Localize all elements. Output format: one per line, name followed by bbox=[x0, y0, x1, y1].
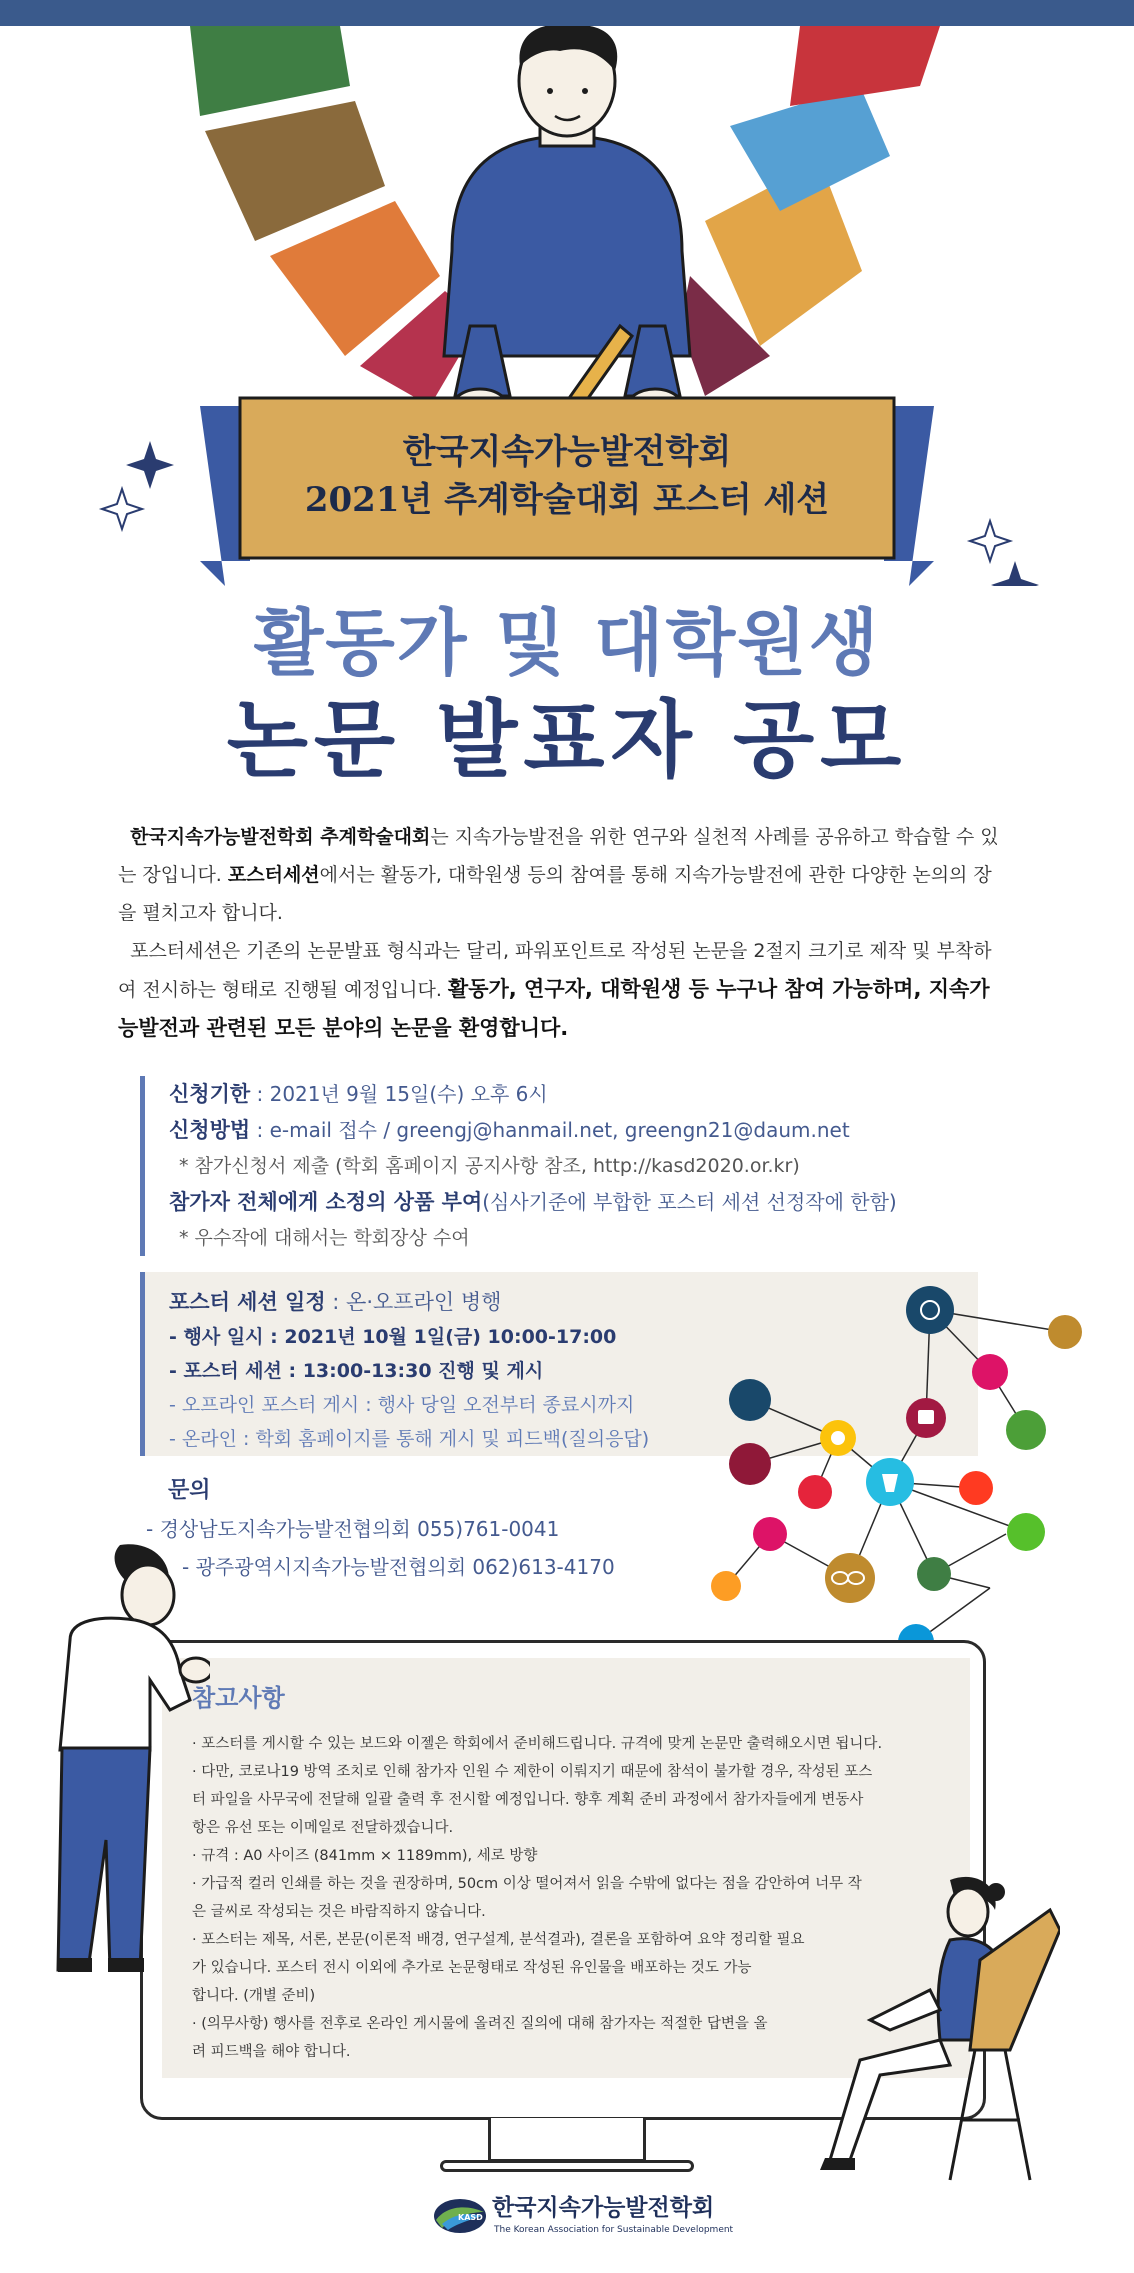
seated-person-illustration bbox=[800, 1870, 1060, 2190]
notes-item: · 규격 : A0 사이즈 (841mm × 1189mm), 세로 방향 bbox=[192, 1848, 538, 1864]
standing-person-illustration bbox=[40, 1540, 210, 1980]
sdg-node-icon bbox=[1007, 1513, 1045, 1551]
contact-info bbox=[146, 1470, 746, 1586]
ribbon-title-line1: 한국지속가능발전학회 bbox=[402, 432, 732, 472]
notes-item: 은 글씨로 작성되는 것은 바람직하지 않습니다. bbox=[192, 1904, 486, 1920]
method-row bbox=[169, 1112, 1000, 1148]
notes-item: · 가급적 컬러 인쇄를 하는 것을 권장하며, 50cm 이상 떨어져서 읽을 수밖에 없다는 점을 감안하여 너무 작 bbox=[192, 1876, 862, 1892]
sdg-node-icon bbox=[906, 1286, 954, 1334]
intro-poster-session: 포스터세션 bbox=[227, 864, 320, 886]
top-bar bbox=[0, 0, 1134, 26]
schedule-label: 포스터 세션 일정 bbox=[169, 1289, 326, 1314]
schedule-mode: : 온·오프라인 병행 bbox=[325, 1290, 502, 1314]
intro-emphasis: 활동가, 연구자, 대학원생 등 누구나 참여 가능하며, 지속가능발전과 관련된 모든 분야의 논문을 환영합니다. bbox=[118, 977, 990, 1040]
intro-paragraph-1: 한국지속가능발전학회 추계학술대회는 지속가능발전을 위한 연구와 실천적 사례를 공유하고 학습할 수 있는 장입니다. 포스터세션에서는 활동가, 대학원생 등의 참여를 통해 지속가능발전에 관한 다양한 논의의 장을 펼치고자 합니다. bbox=[118, 826, 999, 924]
sdg-node-icon bbox=[753, 1517, 787, 1551]
org-name: 한국지속가능발전학회 bbox=[492, 2195, 715, 2221]
intro-paragraph-2: 포스터세션은 기존의 논문발표 형식과는 달리, 파워포인트로 작성된 논문을 2절지 크기로 제작 및 부착하여 전시하는 형태로 진행될 예정입니다. 활동가, 연구자, 대학원생 등 누구나 참여 가능하며, 지속가능발전과 관련된 모든 분야의 논문을 환영합니다. bbox=[118, 940, 992, 1040]
notes-item: · (의무사항) 행사를 전후로 온라인 게시물에 올려진 질의에 대해 참가자는 적절한 답변을 올 bbox=[192, 2016, 768, 2032]
notes-item: 가 있습니다. 포스터 전시 이외에 추가로 논문형태로 작성된 유인물을 배포하는 것도 가능 bbox=[192, 1960, 752, 1976]
ribbon-title-line2: 2021년 추계학술대회 포스터 세션 bbox=[304, 480, 830, 520]
method-value: : e-mail 접수 / greengj@hanmail.net, greengn21@daum.net bbox=[250, 1118, 850, 1142]
wheel-segment-green bbox=[190, 26, 350, 116]
sdg-node-icon bbox=[972, 1354, 1008, 1390]
hero-illustration bbox=[0, 26, 1134, 586]
notes-item: 합니다. (개별 준비) bbox=[192, 1988, 316, 2004]
sdg-node-icon bbox=[917, 1557, 951, 1591]
headline-line2: 논문 발표자 공모 bbox=[226, 691, 908, 789]
sdg-network-illustration bbox=[690, 1270, 1110, 1660]
monitor-stand bbox=[488, 2118, 646, 2162]
schedule-item: - 포스터 세션 : 13:00-13:30 진행 및 게시 bbox=[169, 1360, 544, 1382]
notes-item: 려 피드백을 해야 합니다. bbox=[192, 2044, 351, 2060]
notes-title: 참고사항 bbox=[192, 1683, 285, 1712]
schedule-item: - 온라인 : 학회 홈페이지를 통해 게시 및 피드백(질의응답) bbox=[169, 1428, 650, 1450]
deadline-value: : 2021년 9월 15일(수) 오후 6시 bbox=[250, 1082, 548, 1106]
person-illustration bbox=[444, 26, 690, 433]
sparkle-icon bbox=[991, 561, 1039, 586]
award-note: * 우수작에 대해서는 학회장상 수여 bbox=[179, 1227, 470, 1249]
contact-label: 문의 bbox=[168, 1477, 211, 1503]
schedule-item: - 행사 일시 : 2021년 10월 1일(금) 10:00-17:00 bbox=[169, 1326, 617, 1348]
deadline-row bbox=[169, 1076, 1000, 1112]
notes-item: · 포스터를 게시할 수 있는 보드와 이젤은 학회에서 준비해드립니다. 규격에 맞게 논문만 출력해오시면 됩니다. bbox=[192, 1736, 883, 1752]
contact-line: - 경상남도지속가능발전협의회 055)761-0041 bbox=[146, 1517, 560, 1541]
sparkle-icon bbox=[102, 489, 142, 529]
ribbon-title bbox=[250, 428, 884, 524]
logo-text: KASD bbox=[458, 2213, 483, 2222]
method-label: 신청방법 bbox=[169, 1117, 251, 1142]
org-english-name: The Korean Association for Sustainable Development bbox=[494, 2225, 734, 2235]
gift-label: 참가자 전체에게 소정의 상품 부여 bbox=[169, 1189, 483, 1214]
gift-value: (심사기준에 부합한 포스터 세션 선정작에 한함) bbox=[482, 1190, 897, 1214]
gift-row bbox=[169, 1184, 1000, 1220]
notes-item: · 다만, 코로나19 방역 조치로 인해 참가자 인원 수 제한이 이뤄지기 때문에 참석이 불가할 경우, 작성된 포스 bbox=[192, 1764, 873, 1780]
contact-line: - 광주광역시지속가능발전협의회 062)613-4170 bbox=[182, 1555, 615, 1579]
headline-line1: 활동가 및 대학원생 bbox=[253, 601, 881, 685]
intro-text bbox=[118, 818, 1000, 1048]
application-info bbox=[140, 1076, 1000, 1256]
notes-item: 터 파일을 사무국에 전달해 일괄 출력 후 전시할 예정입니다. 향후 계획 준비 과정에서 참가자들에게 변동사 bbox=[192, 1792, 864, 1808]
laptop-icon bbox=[870, 1990, 940, 2030]
monitor-base bbox=[440, 2160, 694, 2172]
notes-item: 항은 유선 또는 이메일로 전달하겠습니다. bbox=[192, 1820, 454, 1836]
deadline-label: 신청기한 bbox=[169, 1081, 251, 1106]
sdg-node-icon bbox=[798, 1475, 832, 1509]
method-note: * 참가신청서 제출 (학회 홈페이지 공지사항 참조, http://kasd2020.or.kr) bbox=[179, 1155, 800, 1177]
wheel-segment-crimson bbox=[790, 26, 940, 106]
footer-logo bbox=[432, 2194, 732, 2240]
schedule-item: - 오프라인 포스터 게시 : 행사 당일 오전부터 종료시까지 bbox=[169, 1394, 635, 1416]
sdg-node-icon bbox=[1006, 1410, 1046, 1450]
sdg-node-icon bbox=[959, 1471, 993, 1505]
kasd-logo-icon bbox=[432, 2196, 488, 2236]
intro-conference-name: 한국지속가능발전학회 추계학술대회 bbox=[130, 826, 431, 848]
notes-item: · 포스터는 제목, 서론, 본문(이론적 배경, 연구설계, 분석결과), 결론을 포함하여 요약 정리할 필요 bbox=[192, 1932, 805, 1948]
sdg-node-icon bbox=[1048, 1315, 1082, 1349]
sparkle-icon bbox=[126, 441, 174, 489]
sdg-node-icon bbox=[729, 1379, 771, 1421]
sparkle-icon bbox=[970, 521, 1010, 561]
wheel-segment-blue bbox=[730, 86, 890, 211]
